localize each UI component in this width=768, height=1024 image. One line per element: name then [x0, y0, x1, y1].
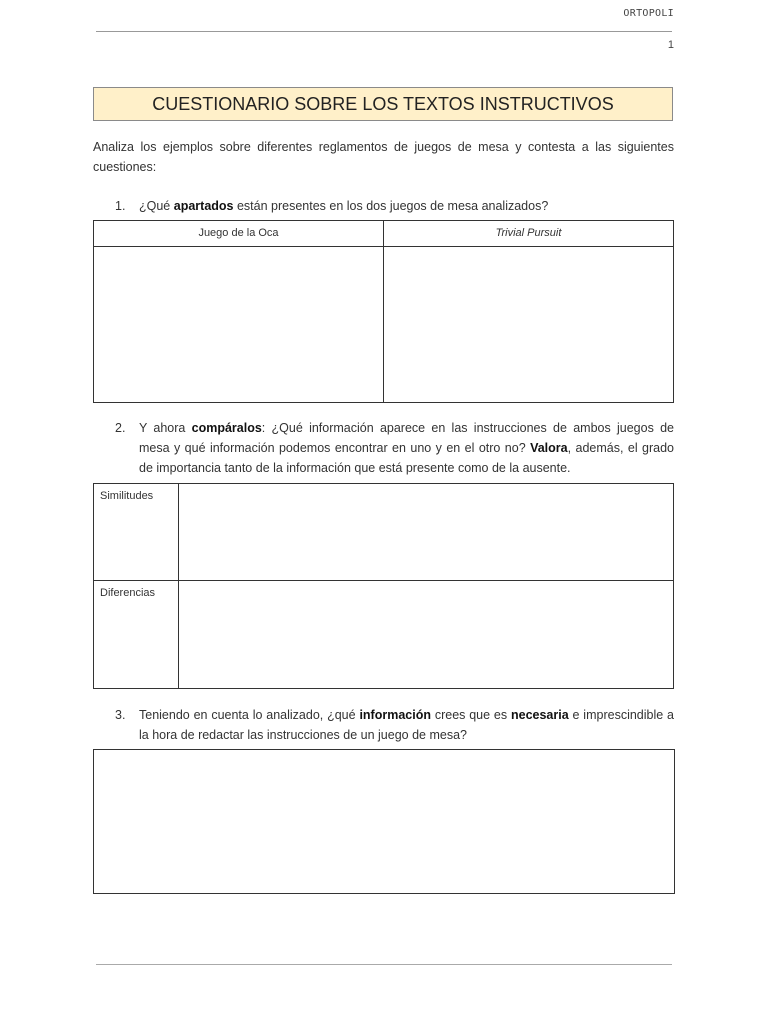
question-text: , además, el grado de importancia tanto de la información que está presente como de la ausente. — [139, 441, 674, 475]
row-label-diferencias: Diferencias — [100, 587, 156, 599]
question-3 — [93, 705, 674, 745]
header-brand: ORTOPOLI — [623, 8, 674, 19]
question-text: e imprescindible a la hora de redactar las instrucciones de un juego de mesa? — [139, 708, 674, 742]
page-title: CUESTIONARIO SOBRE LOS TEXTOS INSTRUCTIVOS — [93, 87, 673, 121]
question-keyword: necesaria — [510, 708, 569, 722]
question-number: 1. — [115, 199, 126, 213]
answer-cell-oca[interactable] — [94, 247, 383, 402]
column-header-juego-oca: Juego de la Oca — [198, 227, 279, 239]
question-text: Y ahora — [139, 421, 192, 435]
question-keyword: compáralos — [191, 421, 262, 435]
question-2 — [93, 418, 674, 478]
question-text: ¿Qué — [139, 199, 174, 213]
question-keyword: Valora — [530, 441, 568, 455]
question-text: : ¿Qué información aparece en las instrucciones de ambos juegos de mesa y qué información podemos encontrar en uno y en el otro no? — [139, 421, 674, 455]
question-text: crees que es — [430, 708, 511, 722]
question-keyword: apartados — [173, 199, 234, 213]
question-number: 3. — [115, 708, 126, 722]
footer-divider — [96, 964, 672, 965]
answer-box-3[interactable] — [93, 749, 675, 894]
header-divider — [96, 31, 672, 32]
row-label-similitudes: Similitudes — [100, 490, 154, 502]
column-header-trivial: Trivial Pursuit — [495, 227, 562, 239]
question-1 — [93, 196, 674, 216]
answer-cell-trivial[interactable] — [384, 247, 673, 402]
question-text: Teniendo en cuenta lo analizado, ¿qué — [139, 708, 360, 722]
answer-cell-similitudes[interactable] — [179, 484, 673, 580]
question-text: están presentes en los dos juegos de mesa analizados? — [233, 199, 549, 213]
question-keyword: información — [359, 708, 431, 722]
page-number: 1 — [667, 39, 674, 51]
answer-table-1 — [93, 220, 674, 403]
answer-table-2 — [93, 483, 674, 689]
intro-paragraph: Analiza los ejemplos sobre diferentes reglamentos de juegos de mesa y contesta a las siguientes cuestiones: — [93, 140, 674, 174]
answer-cell-diferencias[interactable] — [179, 581, 673, 688]
question-number: 2. — [115, 421, 126, 435]
